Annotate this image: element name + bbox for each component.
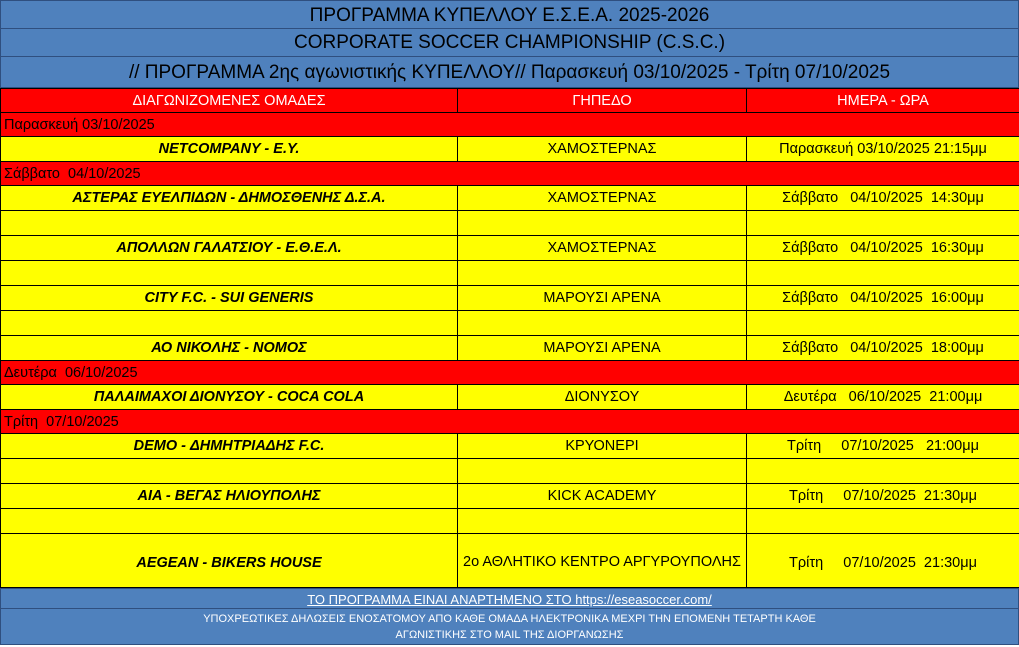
match-teams[interactable]: NETCOMPANY - Ε.Υ. <box>1 137 458 162</box>
empty-row <box>1 509 1019 534</box>
match-row <box>1 236 1019 261</box>
match-row <box>1 336 1019 361</box>
match-row <box>1 484 1019 509</box>
column-header-field[interactable]: ΓΗΠΕΔΟ <box>458 89 747 113</box>
match-teams[interactable]: ΑΟ ΝΙΚΟΛΗΣ - ΝΟΜΟΣ <box>1 336 458 361</box>
empty-cell[interactable] <box>747 311 1019 336</box>
empty-cell[interactable] <box>747 261 1019 286</box>
match-teams[interactable]: ΑΠΟΛΛΩΝ ΓΑΛΑΤΣΙΟΥ - Ε.Θ.Ε.Λ. <box>1 236 458 261</box>
column-header-row <box>1 89 1019 113</box>
match-datetime[interactable]: Παρασκευή 03/10/2025 21:15μμ <box>747 137 1019 162</box>
match-teams[interactable]: AEGEAN - BIKERS HOUSE <box>1 534 458 588</box>
match-field[interactable]: ΜΑΡΟΥΣΙ ΑΡΕΝΑ <box>458 286 747 311</box>
empty-cell[interactable] <box>1 261 458 286</box>
match-row <box>1 186 1019 211</box>
match-field[interactable]: ΜΑΡΟΥΣΙ ΑΡΕΝΑ <box>458 336 747 361</box>
day-row <box>1 410 1019 434</box>
match-datetime[interactable]: Σάββατο 04/10/2025 16:00μμ <box>747 286 1019 311</box>
column-header-datetime[interactable]: ΗΜΕΡΑ - ΩΡΑ <box>747 89 1019 113</box>
day-row <box>1 113 1019 137</box>
match-datetime[interactable]: Δευτέρα 06/10/2025 21:00μμ <box>747 385 1019 410</box>
column-header-teams[interactable]: ΔΙΑΓΩΝΙΖΟΜΕΝΕΣ ΟΜΑΔΕΣ <box>1 89 458 113</box>
match-row <box>1 385 1019 410</box>
match-field[interactable]: 2ο ΑΘΛΗΤΙΚΟ ΚΕΝΤΡΟ ΑΡΓΥΡΟΥΠΟΛΗΣ <box>458 534 747 588</box>
title-line-2: CORPORATE SOCCER CHAMPIONSHIP (C.S.C.) <box>0 29 1019 57</box>
title-line-3: // ΠΡΟΓΡΑΜΜΑ 2ης αγωνιστικής ΚΥΠΕΛΛΟΥ// Παρασκευή 03/10/2025 - Τρίτη 07/10/2025 <box>0 57 1019 88</box>
match-teams[interactable]: ΑΣΤΕΡΑΣ ΕΥΕΛΠΙΔΩΝ - ΔΗΜΟΣΘΕΝΗΣ Δ.Σ.Α. <box>1 186 458 211</box>
empty-cell[interactable] <box>1 509 458 534</box>
footer-note-line-1: ΥΠΟΧΡΕΩΤΙΚΕΣ ΔΗΛΩΣΕΙΣ ΕΝΟΣΑΤΟΜΟΥ ΑΠΟ ΚΑΘΕ ΟΜΑΔΑ ΗΛΕΚΤΡΟΝΙΚΑ ΜΕΧΡΙ ΤΗΝ ΕΠΟΜΕΝΗ ΤΕΤΑΡΤΗ ΚΑΘΕ <box>203 613 816 625</box>
footer-note <box>0 609 1019 645</box>
empty-cell[interactable] <box>458 459 747 484</box>
match-datetime[interactable]: Σάββατο 04/10/2025 14:30μμ <box>747 186 1019 211</box>
match-datetime[interactable]: Τρίτη 07/10/2025 21:30μμ <box>747 484 1019 509</box>
footer-note-line-2: ΑΓΩΝΙΣΤΙΚΗΣ ΣΤΟ MAIL ΤΗΣ ΔΙΟΡΓΑΝΩΣΗΣ <box>395 629 624 641</box>
match-row <box>1 534 1019 588</box>
day-row <box>1 361 1019 385</box>
day-label[interactable]: Δευτέρα 06/10/2025 <box>1 361 1019 385</box>
match-teams[interactable]: AIA - ΒΕΓΑΣ ΗΛΙΟΥΠΟΛΗΣ <box>1 484 458 509</box>
empty-cell[interactable] <box>747 459 1019 484</box>
empty-cell[interactable] <box>1 459 458 484</box>
match-datetime[interactable]: Τρίτη 07/10/2025 21:00μμ <box>747 434 1019 459</box>
match-field[interactable]: ΧΑΜΟΣΤΕΡΝΑΣ <box>458 236 747 261</box>
match-field[interactable]: ΧΑΜΟΣΤΕΡΝΑΣ <box>458 137 747 162</box>
empty-cell[interactable] <box>458 211 747 236</box>
match-teams[interactable]: ΠΑΛΑΙΜΑΧΟΙ ΔΙΟΝΥΣΟΥ - COCA COLA <box>1 385 458 410</box>
empty-row <box>1 459 1019 484</box>
empty-row <box>1 311 1019 336</box>
empty-cell[interactable] <box>747 509 1019 534</box>
match-teams[interactable]: DEMO - ΔΗΜΗΤΡΙΑΔΗΣ F.C. <box>1 434 458 459</box>
empty-cell[interactable] <box>458 261 747 286</box>
empty-cell[interactable] <box>1 311 458 336</box>
schedule-table <box>0 88 1019 588</box>
match-field[interactable]: ΚΡΥΟΝΕΡΙ <box>458 434 747 459</box>
empty-row <box>1 211 1019 236</box>
match-field[interactable]: ΧΑΜΟΣΤΕΡΝΑΣ <box>458 186 747 211</box>
match-teams[interactable]: CITY F.C. - SUI GENERIS <box>1 286 458 311</box>
match-row <box>1 137 1019 162</box>
day-label[interactable]: Σάββατο 04/10/2025 <box>1 162 1019 186</box>
match-datetime[interactable]: Τρίτη 07/10/2025 21:30μμ <box>747 534 1019 588</box>
match-field[interactable]: KICK ACADEMY <box>458 484 747 509</box>
empty-cell[interactable] <box>458 509 747 534</box>
match-datetime[interactable]: Σάββατο 04/10/2025 16:30μμ <box>747 236 1019 261</box>
footer-link[interactable]: ΤΟ ΠΡΟΓΡΑΜΜΑ ΕΙΝΑΙ ΑΝΑΡΤΗΜΕΝΟ ΣΤΟ https://eseasoccer.com/ <box>0 588 1019 609</box>
match-datetime[interactable]: Σάββατο 04/10/2025 18:00μμ <box>747 336 1019 361</box>
empty-cell[interactable] <box>747 211 1019 236</box>
empty-cell[interactable] <box>1 211 458 236</box>
day-label[interactable]: Τρίτη 07/10/2025 <box>1 410 1019 434</box>
title-line-1: ΠΡΟΓΡΑΜΜΑ ΚΥΠΕΛΛΟΥ Ε.Σ.Ε.Α. 2025-2026 <box>0 0 1019 29</box>
match-row <box>1 434 1019 459</box>
empty-cell[interactable] <box>458 311 747 336</box>
empty-row <box>1 261 1019 286</box>
match-field[interactable]: ΔΙΟΝΥΣΟΥ <box>458 385 747 410</box>
match-row <box>1 286 1019 311</box>
day-label[interactable]: Παρασκευή 03/10/2025 <box>1 113 1019 137</box>
day-row <box>1 162 1019 186</box>
